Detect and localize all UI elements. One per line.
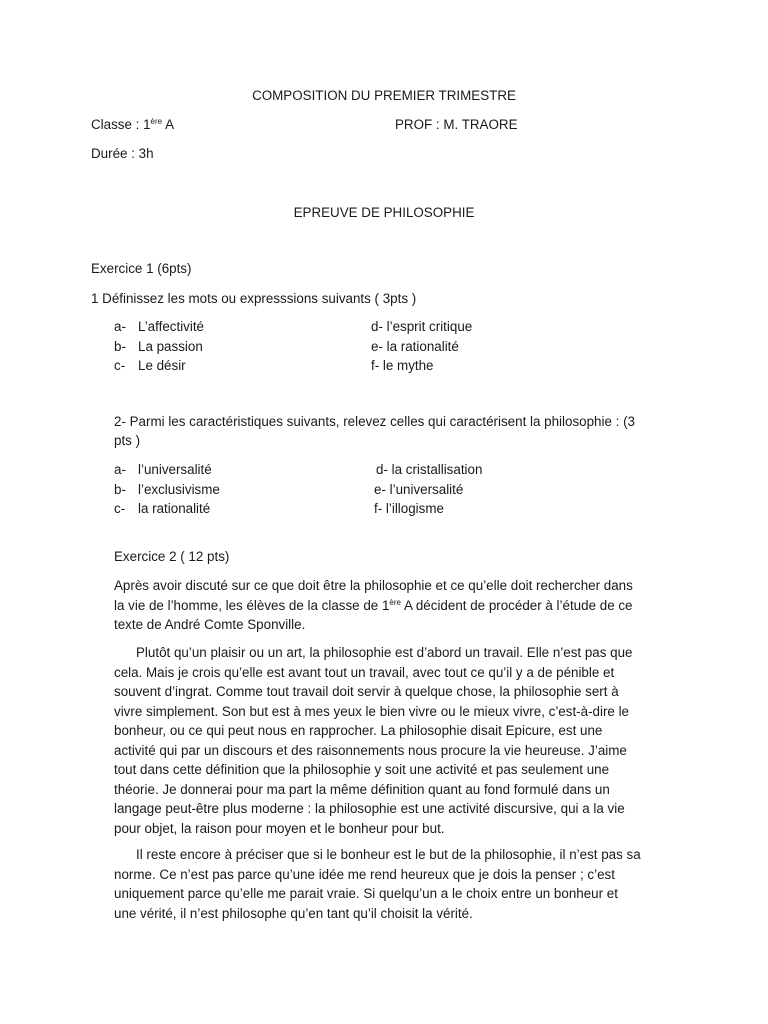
list-letter: b-: [114, 338, 126, 354]
epreuve-title: EPREUVE DE PHILOSOPHIE: [293, 205, 475, 220]
intro-line: [114, 596, 674, 616]
exercise2-intro: [114, 576, 674, 635]
paragraph-line: norme. Ce n’est pas parce qu’une idée me rend heureux que je dois la penser ; c’est: [114, 866, 615, 882]
list-text-right: f- l’illogisme: [374, 501, 444, 516]
exercise1-question2-line1: 2- Parmi les caractéristiques suivants, relevez celles qui caractérisent la philosophie : (3: [114, 414, 635, 429]
list-letter: c-: [114, 358, 126, 373]
list-text-right: e- la rationalité: [371, 338, 459, 354]
list-item: [114, 480, 514, 500]
list-item: [114, 499, 514, 519]
document-title: COMPOSITION DU PREMIER TRIMESTRE: [252, 88, 516, 103]
q2-list: [114, 460, 514, 519]
paragraph-line: une vérité, il n’est philosophe qu’en tant qu’il choisit la vérité.: [114, 905, 473, 921]
prof-label: PROF : M. TRAORE: [395, 117, 518, 132]
intro-line: Après avoir discuté sur ce que doit être la philosophie et ce qu’elle doit rechercher dans: [114, 578, 633, 593]
list-text-right: d- l’esprit critique: [371, 319, 473, 334]
list-text: La passion: [138, 338, 203, 354]
exercise1-title: Exercice 1 (6pts): [91, 261, 192, 276]
list-letter: a-: [114, 319, 126, 334]
list-item: [114, 460, 514, 480]
list-text-right: f- le mythe: [371, 358, 434, 373]
paragraph-line: souvent d’ingrat. Comme tout travail doit servir à quelque chose, la philosophie sert à: [114, 684, 619, 699]
intro-sup: ère: [389, 597, 401, 607]
paragraph-line: uniquement parce qu’elle me parait vraie. Si quelqu’un a le choix entre un bonheur et: [114, 886, 618, 901]
list-text-right: e- l’universalité: [374, 481, 464, 497]
list-letter: c-: [114, 501, 126, 516]
list-text: l’exclusivisme: [138, 481, 220, 497]
paragraph-line: vivre simplement. Son but est à mes yeux le bien vivre ou le mieux vivre, c’est-à-dire le: [114, 703, 630, 719]
paragraph-line: Il reste encore à préciser que si le bonheur est le but de la philosophie, il n’est pas sa: [136, 847, 641, 862]
classe-sup: ère: [150, 117, 163, 126]
paragraph-line: pour objet, la raison pour moyen et le bonheur pour but.: [114, 820, 445, 836]
list-text: L’affectivité: [138, 319, 205, 334]
exercise1-question2-line2: pts ): [114, 433, 141, 448]
intro-line-text: la vie de l’homme, les élèves de la classe de 1: [114, 597, 390, 613]
classe-label: [91, 115, 174, 135]
intro-line-rest: A décident de procéder à l’étude de ce: [400, 597, 633, 613]
list-letter: a-: [114, 462, 126, 477]
paragraph-line: langage peut-être plus moderne : la philosophie est une activité discursive, qui a la vie: [114, 801, 625, 816]
classe-text: Classe : 1: [91, 117, 151, 132]
text-paragraph-1: [114, 643, 674, 838]
exercise1-question1: 1 Définissez les mots ou expresssions suivants ( 3pts ): [91, 291, 417, 306]
text-paragraph-2: [114, 845, 674, 923]
paragraph-line: activité qui par un discours et des raisonnements nous procure la vie heureuse. J’aime: [114, 742, 627, 758]
exercise2-title: Exercice 2 ( 12 pts): [114, 549, 230, 564]
list-letter: b-: [114, 481, 126, 497]
list-text-right: d- la cristallisation: [376, 462, 483, 477]
q1-list: [114, 317, 514, 376]
list-text: Le désir: [138, 358, 186, 373]
paragraph-line: Plutôt qu’un plaisir ou un art, la philosophie est d’abord un travail. Elle n’est pas que: [136, 645, 633, 660]
paragraph-line: théorie. Je donnerai pour ma part la même définition quant au fond formulé dans un: [114, 781, 610, 797]
duree-label: Durée : 3h: [91, 146, 154, 161]
intro-line: texte de André Comte Sponville.: [114, 617, 306, 632]
paragraph-line: bonheur, ou ce qui peut nous en rapprocher. La philosophie disait Epicure, est une: [114, 723, 603, 738]
paragraph-line: cela. Mais je crois qu’elle est avant tout un travail, avec tout ce qu’il y a de pénible et: [114, 664, 615, 680]
list-text: la rationalité: [138, 501, 211, 516]
paragraph-line: tout dans cette définition que la philosophie y soit une activité et pas seulement une: [114, 762, 610, 777]
list-item: [114, 337, 514, 357]
list-item: [114, 317, 514, 337]
list-item: [114, 356, 514, 376]
list-text: l’universalité: [138, 462, 212, 477]
classe-suffix: A: [162, 117, 175, 132]
